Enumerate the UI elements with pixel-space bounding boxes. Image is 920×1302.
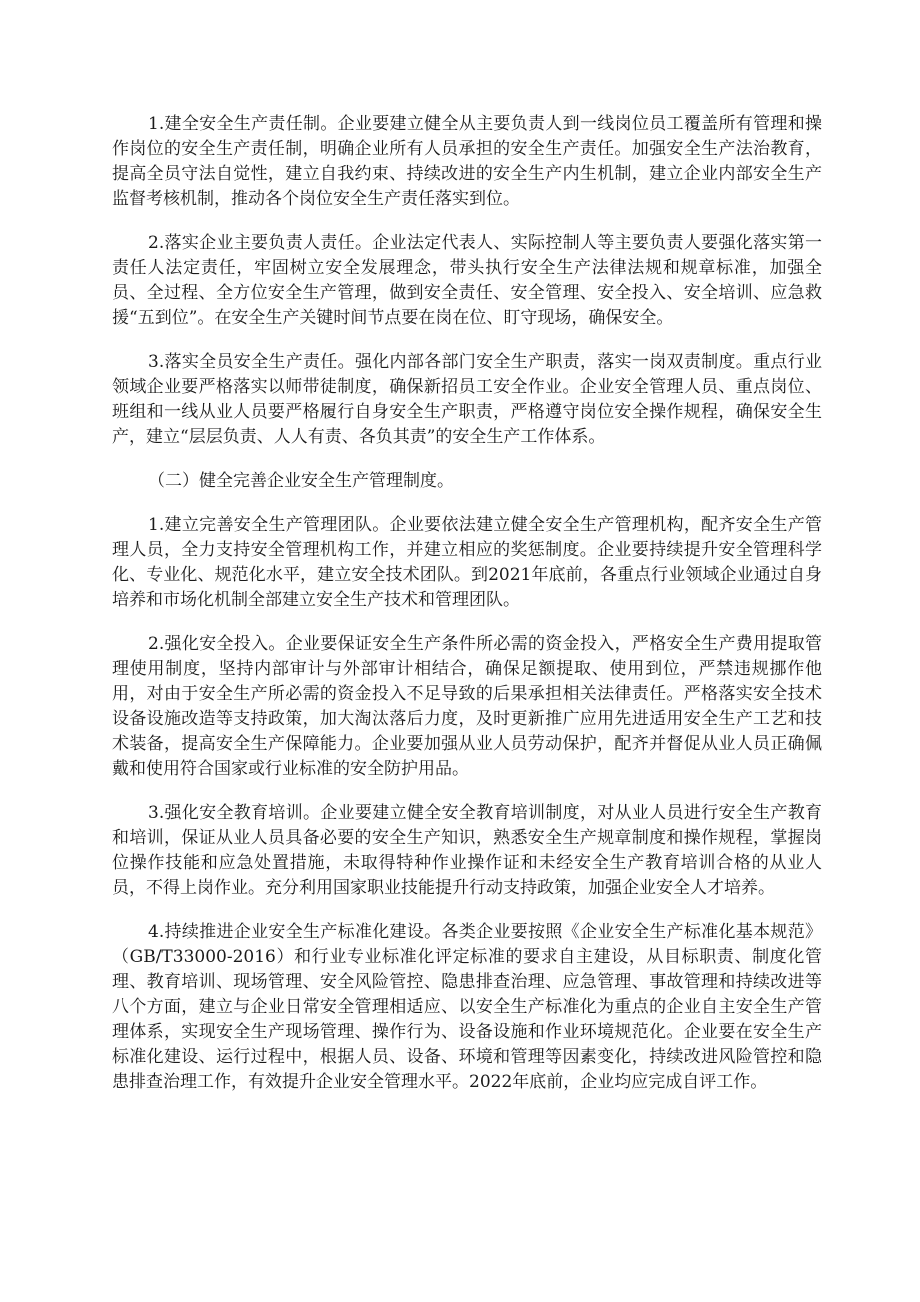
section-heading: （二）健全完善企业安全生产管理制度。 <box>148 471 454 491</box>
paragraph-safety-training: 3.强化安全教育培训。企业要建立健全安全教育培训制度，对从业人员进行安全生产教育和培训，保证从业人员具备必要的安全生产知识，熟悉安全生产规章制度和操作规程，掌握岗位操作技能和应急处置措施，未取得特种作业操作证和未经安全生产教育培训合格的从业人员，不得上岗作业。充分利用国家职业技能提升行动支持政策，加强企业安全人才培养。 <box>112 803 822 898</box>
paragraph-all-staff-responsibility: 3.落实全员安全生产责任。强化内部各部门安全生产职责，落实一岗双责制度。重点行业领域企业要严格落实以师带徒制度，确保新招员工安全作业。企业安全管理人员、重点岗位、班组和一线从业人员要严格履行自身安全生产职责，严格遵守岗位安全操作规程，确保安全生产，建立“层层负责、人人有责、各负其责”的安全生产工作体系。 <box>112 352 822 447</box>
paragraph-standardization: 4.持续推进企业安全生产标准化建设。各类企业要按照《企业安全生产标准化基本规范》（GB/T33000-2016）和行业专业标准化评定标准的要求自主建设，从目标职责、制度化管理、教育培训、现场管理、安全风险管控、隐患排查治理、应急管理、事故管理和持续改进等八个方面，建立与企业日常安全管理相适应、以安全生产标准化为重点的企业自主安全生产管理体系，实现安全生产现场管理、操作行为、设备设施和作业环境规范化。企业要在安全生产标准化建设、运行过程中，根据人员、设备、环境和管理等因素变化，持续改进风险管控和隐患排查治理工作，有效提升企业安全管理水平。2022年底前，企业均应完成自评工作。 <box>112 922 822 1092</box>
paragraph-safety-investment: 2.强化安全投入。企业要保证安全生产条件所必需的资金投入，严格安全生产费用提取管理使用制度，坚持内部审计与外部审计相结合，确保足额提取、使用到位，严禁违规挪作他用，对由于安全生产所必需的资金投入不足导致的后果承担相关法律责任。严格落实安全技术设备设施改造等支持政策，加大淘汰落后力度，及时更新推广应用先进适用安全生产工艺和技术装备，提高安全生产保障能力。企业要加强从业人员劳动保护，配齐并督促从业人员正确佩戴和使用符合国家或行业标准的安全防护用品。 <box>112 634 822 779</box>
paragraph-principal-responsibility: 2.落实企业主要负责人责任。企业法定代表人、实际控制人等主要负责人要强化落实第一责任人法定责任，牢固树立安全发展理念，带头执行安全生产法律法规和规章标准，加强全员、全过程、全方位安全生产管理，做到安全责任、安全管理、安全投入、安全培训、应急救援“五到位”。在安全生产关键时间节点要在岗在位、盯守现场，确保安全。 <box>112 233 822 328</box>
paragraph-management-team: 1.建立完善安全生产管理团队。企业要依法建立健全安全生产管理机构，配齐安全生产管理人员，全力支持安全管理机构工作，并建立相应的奖惩制度。企业要持续提升安全管理科学化、专业化、规范化水平，建立安全技术团队。到2021年底前，各重点行业领域企业通过自身培养和市场化机制全部建立安全生产技术和管理团队。 <box>112 515 822 610</box>
document-page <box>112 112 822 1114</box>
paragraph-responsibility-system: 1.建全安全生产责任制。企业要建立健全从主要负责人到一线岗位员工覆盖所有管理和操作岗位的安全生产责任制，明确企业所有人员承担的安全生产责任。加强安全生产法治教育，提高全员守法自觉性，建立自我约束、持续改进的安全生产内生机制，建立企业内部安全生产监督考核机制，推动各个岗位安全生产责任落实到位。 <box>112 114 822 209</box>
